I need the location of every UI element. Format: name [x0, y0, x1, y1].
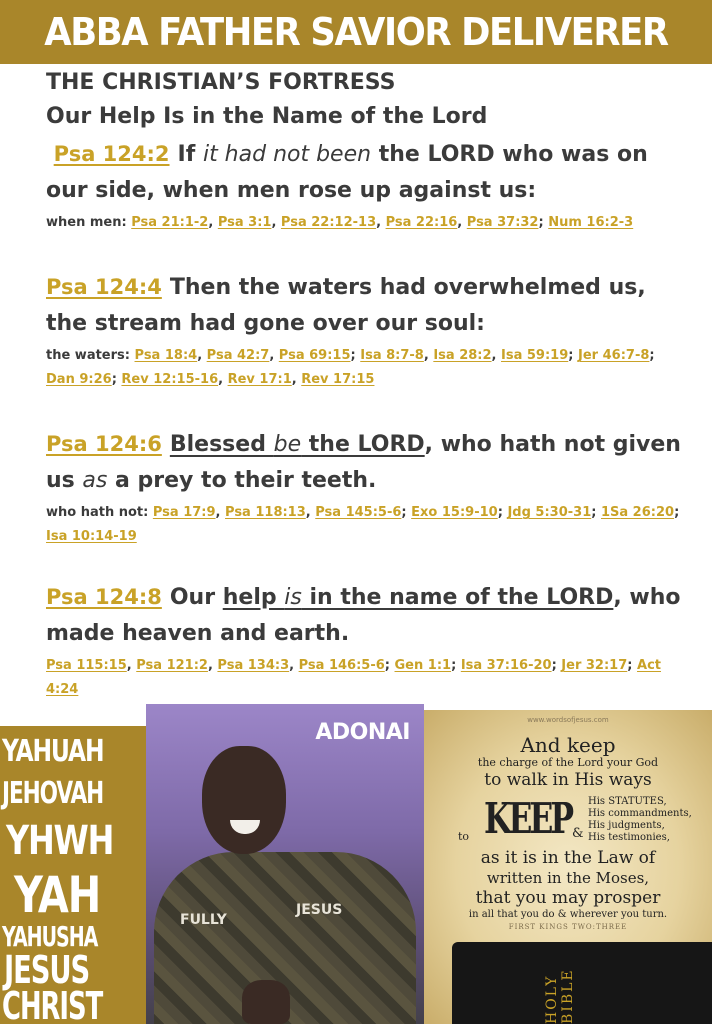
xref-link[interactable]: Psa 3:1	[217, 215, 272, 230]
xref-link[interactable]: Psa 42:7	[206, 348, 270, 363]
xref-link[interactable]: Psa 145:5-6	[315, 505, 402, 520]
xref-link[interactable]: Rev 17:15	[301, 372, 375, 387]
verse-text-underlined: Blessed be the LORD	[169, 432, 425, 457]
name-text: YAH	[14, 866, 100, 924]
name-text: JESUS	[4, 948, 90, 992]
xref-link[interactable]: Num 16:2-3	[548, 215, 634, 230]
verse-1	[46, 136, 686, 209]
top-banner	[0, 0, 712, 64]
verse-ref-link[interactable]: Psa 124:6	[46, 432, 162, 456]
banner-title: ABBA FATHER SAVIOR DELIVERER	[44, 10, 668, 54]
photo-label: ADONAI	[315, 720, 410, 745]
name-text: YAHUAH	[2, 734, 104, 769]
devotional-content	[46, 66, 686, 702]
xref-link[interactable]: Jer 32:17	[561, 658, 628, 673]
scroll-heading: And keep the charge of the Lord your God to walk in His ways	[477, 733, 659, 790]
xref-link[interactable]: Psa 21:1-2	[131, 215, 209, 230]
verse-text: , who made heaven and earth.	[46, 585, 681, 646]
xref-link[interactable]: Psa 69:15	[278, 348, 351, 363]
shirt-tag-left: FULLY	[180, 912, 227, 928]
xref-link[interactable]: Psa 118:13	[225, 505, 306, 520]
xref-link[interactable]: Psa 22:12-13	[280, 215, 377, 230]
scroll-list: His STATUTES, His commandments, His judgments, His testimonies,	[588, 796, 692, 843]
xref-link[interactable]: Psa 121:2	[136, 658, 208, 673]
scripture-image	[424, 710, 712, 1024]
xref-link[interactable]: Psa 146:5-6	[298, 658, 385, 673]
person-photo	[146, 704, 424, 1024]
verse-2	[46, 269, 686, 342]
name-text: YAHUSHA	[2, 920, 98, 953]
xref-link[interactable]: Psa 37:32	[466, 215, 539, 230]
page-title: THE CHRISTIAN’S FORTRESS	[46, 70, 396, 95]
hand	[242, 980, 290, 1024]
bible-book	[452, 942, 712, 1024]
xref-link[interactable]: Dan 9:26	[46, 372, 112, 387]
xref-link[interactable]: Isa 8:7-8	[360, 348, 424, 363]
name-text: CHRIST	[2, 984, 103, 1024]
name-text: JEHOVAH	[2, 776, 104, 811]
scroll-body: as it is in the Law of written in the Moses, that you may prosper in all that you do & wherever you turn. FIRST KINGS TWO:THREE	[468, 848, 668, 931]
cross-references-3: who hath not: Psa 17:9, Psa 118:13, Psa 145:5-6; Exo 15:9-10; Jdg 5:30-31; 1Sa 26:20; Isa 10:14-19	[46, 505, 680, 544]
xref-link[interactable]: Psa 134:3	[217, 658, 290, 673]
verse-ref-link[interactable]: Psa 124:2	[53, 142, 170, 166]
xref-link[interactable]: Act 4:24	[46, 658, 661, 697]
verse-text-italic: it had not been	[202, 142, 372, 167]
cross-references-1: when men: Psa 21:1-2, Psa 3:1, Psa 22:12-13, Psa 22:16, Psa 37:32; Num 16:2-3	[46, 215, 634, 230]
xref-link[interactable]: Gen 1:1	[394, 658, 452, 673]
xref-link[interactable]: Isa 59:19	[501, 348, 569, 363]
xref-label: who hath not:	[46, 505, 149, 520]
xref-link[interactable]: Jdg 5:30-31	[507, 505, 592, 520]
verse-text: Then the waters had overwhelmed us, the stream had gone over our soul:	[46, 275, 646, 336]
xref-link[interactable]: Psa 22:16	[385, 215, 458, 230]
page-subtitle: Our Help Is in the Name of the Lord	[46, 104, 488, 129]
xref-link[interactable]: Psa 17:9	[152, 505, 216, 520]
verse-text: the LORD who was on our side, when men rose up against us:	[46, 142, 648, 203]
xref-link[interactable]: Isa 28:2	[433, 348, 492, 363]
verse-ref-link[interactable]: Psa 124:4	[46, 275, 162, 299]
scroll-to: to	[458, 830, 470, 843]
xref-link[interactable]: Jer 46:7-8	[578, 348, 650, 363]
cross-references-4: Psa 115:15, Psa 121:2, Psa 134:3, Psa 146:5-6; Gen 1:1; Isa 37:16-20; Jer 32:17; Act 4:24	[46, 658, 661, 697]
verse-text: If	[177, 142, 203, 167]
verse-4	[46, 579, 686, 652]
shirt-tag-right: JESUS	[296, 902, 343, 918]
xref-link[interactable]: Isa 37:16-20	[460, 658, 552, 673]
verse-text: , who hath not given us	[46, 432, 681, 493]
bible-label: HOLY BIBLE	[544, 968, 576, 1024]
xref-link[interactable]: 1Sa 26:20	[600, 505, 675, 520]
person-head	[202, 746, 286, 854]
image-watermark: www.wordsofjesus.com	[527, 716, 609, 724]
xref-label: when men:	[46, 215, 127, 230]
xref-link[interactable]: Rev 12:15-16	[121, 372, 219, 387]
xref-link[interactable]: Psa 115:15	[46, 658, 127, 673]
scroll-keep: KEEP	[484, 794, 572, 843]
scroll-amp: &	[572, 826, 584, 841]
verse-ref-link[interactable]: Psa 124:8	[46, 585, 162, 609]
verse-3	[46, 426, 686, 499]
divine-names-panel	[0, 726, 146, 1024]
verse-text: a prey to their teeth.	[107, 468, 377, 493]
xref-link[interactable]: Psa 18:4	[134, 348, 198, 363]
cross-references-2: the waters: Psa 18:4, Psa 42:7, Psa 69:15; Isa 8:7-8, Isa 28:2, Isa 59:19; Jer 46:7-8; Dan 9:26; Rev 12:15-16, Rev 17:1, Rev 17:15	[46, 348, 655, 387]
xref-label: the waters:	[46, 348, 130, 363]
xref-link[interactable]: Exo 15:9-10	[411, 505, 498, 520]
name-text: YHWH	[6, 818, 114, 864]
verse-text: Our	[169, 585, 223, 610]
xref-link[interactable]: Rev 17:1	[227, 372, 292, 387]
verse-text-italic: as	[82, 468, 108, 493]
verse-text-underlined: help is in the name of the LORD	[222, 585, 614, 610]
xref-link[interactable]: Isa 10:14-19	[46, 529, 137, 544]
